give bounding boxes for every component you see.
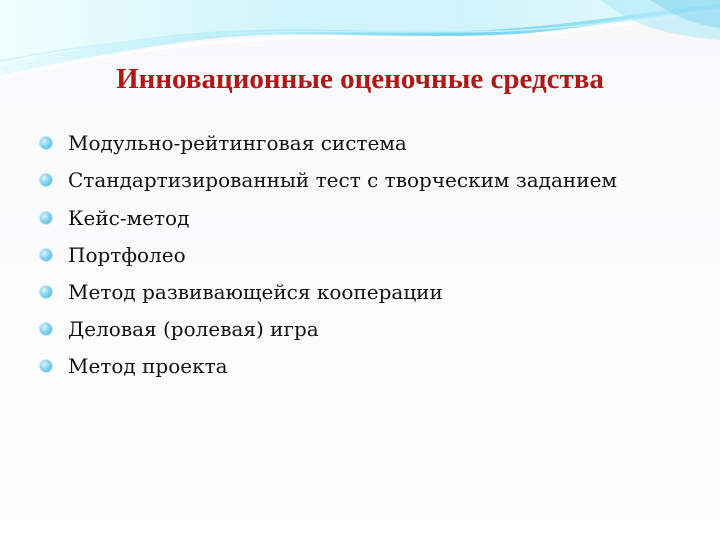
- bullet-text: Кейс-метод: [68, 206, 190, 230]
- bullet-item: [40, 240, 690, 270]
- slide-title: Инновационные оценочные средства: [116, 63, 604, 95]
- bullet-icon: [40, 137, 52, 149]
- bullet-icon: [40, 249, 52, 261]
- bullet-text: Портфолео: [68, 243, 186, 267]
- bullet-text: Деловая (ролевая) игра: [68, 317, 319, 341]
- bullet-text: Метод проекта: [68, 354, 228, 378]
- bullet-icon: [40, 323, 52, 335]
- bullet-item: [40, 203, 690, 233]
- bullet-text: Метод развивающейся кооперации: [68, 280, 443, 304]
- bullet-item: [40, 277, 690, 307]
- bullet-text: Модульно-рейтинговая система: [68, 131, 407, 155]
- bullet-item: [40, 128, 690, 158]
- bullet-item: [40, 165, 690, 195]
- bullet-icon: [40, 212, 52, 224]
- bullet-item: [40, 351, 690, 381]
- bullet-text: Стандартизированный тест с творческим заданием: [68, 168, 617, 192]
- bullet-list: [40, 128, 690, 388]
- bullet-icon: [40, 286, 52, 298]
- bullet-item: [40, 314, 690, 344]
- bullet-icon: [40, 360, 52, 372]
- bullet-icon: [40, 174, 52, 186]
